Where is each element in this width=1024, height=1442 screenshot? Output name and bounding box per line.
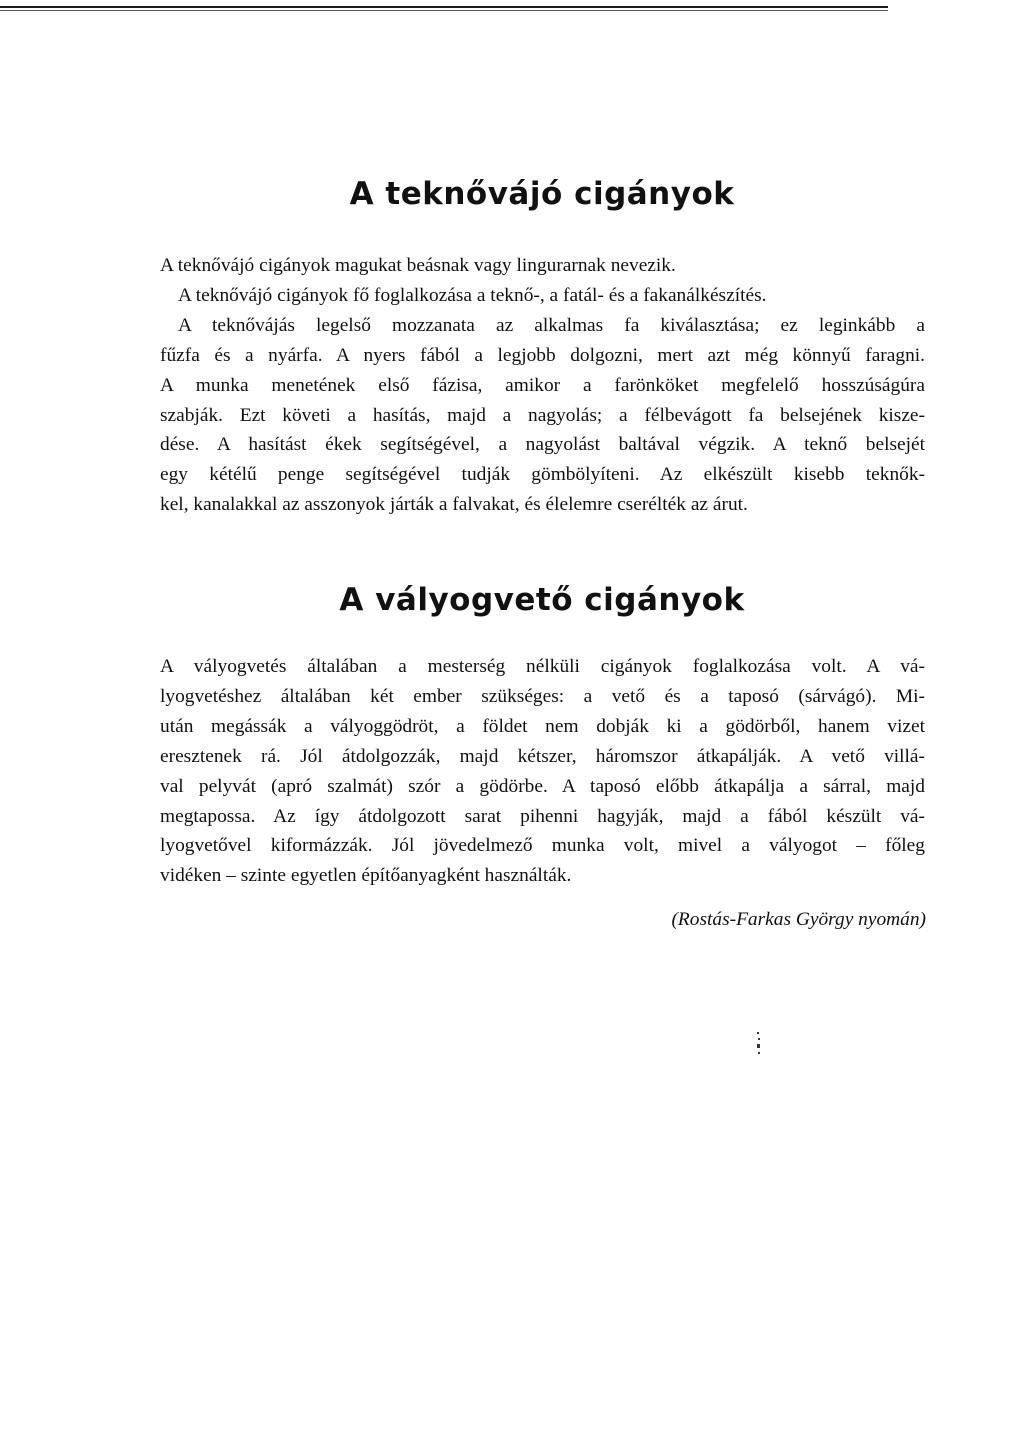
paragraph-line: A vályogvetés általában a mesterség nélküli cigányok foglalkozása volt. A vá- bbox=[160, 656, 925, 677]
paragraph-line: lyogvetéshez általában két ember szükséges: a vető és a taposó (sárvágó). Mi- bbox=[160, 685, 925, 707]
section-title-valyogveto: A vályogvető cigányok bbox=[339, 582, 745, 618]
paragraph-line: dése. A hasítást ékek segítségével, a nagyolást baltával végzik. A teknő belsejét bbox=[160, 434, 925, 456]
paragraph-line: val pelyvát (apró szalmát) szór a gödörbe. A taposó előbb átkapálja a sárral, majd bbox=[160, 775, 925, 797]
speck bbox=[757, 1032, 759, 1034]
paragraph-line: után megássák a vályoggödröt, a földet nem dobják ki a gödörből, hanem vizet bbox=[160, 715, 925, 737]
paragraph-line: A teknővájás legelső mozzanata az alkalmas fa kiválasztása; ez leginkább a bbox=[178, 314, 925, 336]
speck bbox=[757, 1044, 760, 1048]
top-border-rule bbox=[0, 6, 888, 8]
paragraph-line: szabják. Ezt követi a hasítás, majd a nagyolás; a félbevágott fa belsejének kisze- bbox=[160, 404, 925, 426]
top-border-rule-thin bbox=[0, 10, 888, 11]
paragraph-line: egy kétélű penge segítségével tudják gömbölyíteni. Az elkészült kisebb teknők- bbox=[160, 464, 925, 486]
paragraph-teknovajo bbox=[160, 251, 925, 520]
section-title-teknovajo: A teknővájó cigányok bbox=[349, 176, 735, 212]
paragraph-line: kel, kanalakkal az asszonyok járták a falvakat, és élelemre cserélték az árut. bbox=[160, 494, 748, 516]
scan-specks bbox=[756, 1030, 762, 1060]
paragraph-line: megtapossa. Az így átdolgozott sarat pihenni hagyják, majd a fából készült vá- bbox=[160, 805, 925, 827]
attribution: (Rostás-Farkas György nyomán) bbox=[671, 909, 926, 930]
paragraph-line: A munka menetének első fázisa, amikor a farönköket megfelelő hosszúságúra bbox=[160, 374, 925, 396]
paragraph-valyogveto bbox=[160, 652, 925, 891]
speck bbox=[758, 1052, 760, 1054]
paragraph-line: eresztenek rá. Jól átdolgozzák, majd kétszer, háromszor átkapálják. A vető villá- bbox=[160, 745, 925, 767]
speck bbox=[758, 1038, 760, 1040]
paragraph-line: A teknővájó cigányok fő foglalkozása a teknő-, a fatál- és a fakanálkészítés. bbox=[178, 284, 767, 306]
paragraph-line: fűzfa és a nyárfa. A nyers fából a legjobb dolgozni, mert azt még könnyű faragni. bbox=[160, 344, 925, 366]
paragraph-line: A teknővájó cigányok magukat beásnak vagy lingurarnak nevezik. bbox=[160, 255, 676, 276]
paragraph-line: lyogvetővel kiformázzák. Jól jövedelmező munka volt, mivel a vályogot – főleg bbox=[160, 835, 925, 857]
paragraph-line: vidéken – szinte egyetlen építőanyagként használták. bbox=[160, 865, 572, 887]
